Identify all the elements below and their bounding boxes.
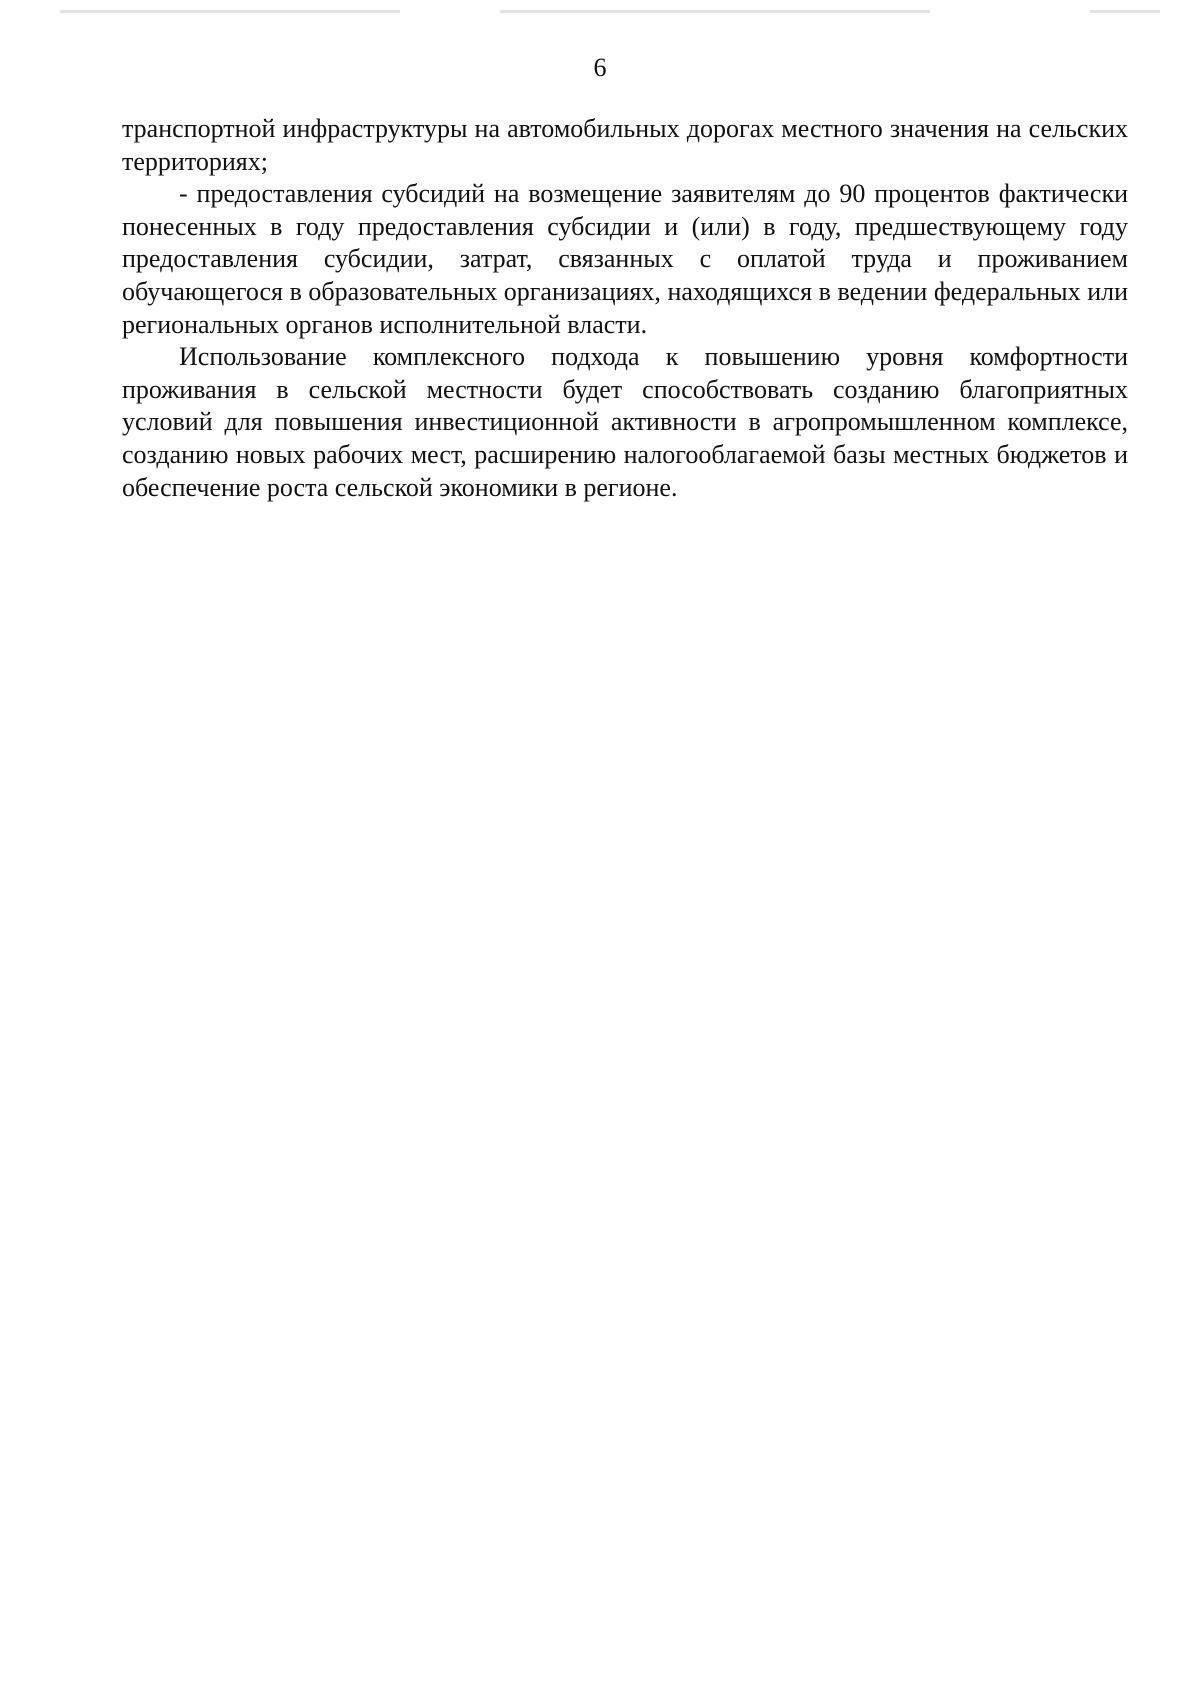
paragraph-continuation: транспортной инфраструктуры на автомобильных дорогах местного значения на сельских территориях; (122, 114, 1128, 176)
document-body (122, 113, 1128, 504)
page-number: 6 (593, 53, 607, 82)
paragraph-conclusion: Использование комплексного подхода к повышению уровня комфортности проживания в сельской местности будет способствовать созданию благоприятных условий для повышения инвестиционной активности в агропромышленном комплексе, созданию новых рабочих мест, расширению налогооблагаемой базы местных бюджетов и обеспечение роста сельской экономики в регионе. (122, 342, 1128, 502)
paragraph-subsidy-item: - предоставления субсидий на возмещение заявителям до 90 процентов фактически понесенных в году предоставления субсидии и (или) в году, предшествующему году предоставления субсидии, затрат, связанных с оплатой труда и проживанием обучающегося в образовательных организациях, находящихся в ведении федеральных или региональных органов исполнительной власти. (122, 179, 1128, 339)
scan-noise (500, 10, 930, 13)
scan-noise (60, 10, 400, 13)
scan-noise (1090, 10, 1160, 13)
